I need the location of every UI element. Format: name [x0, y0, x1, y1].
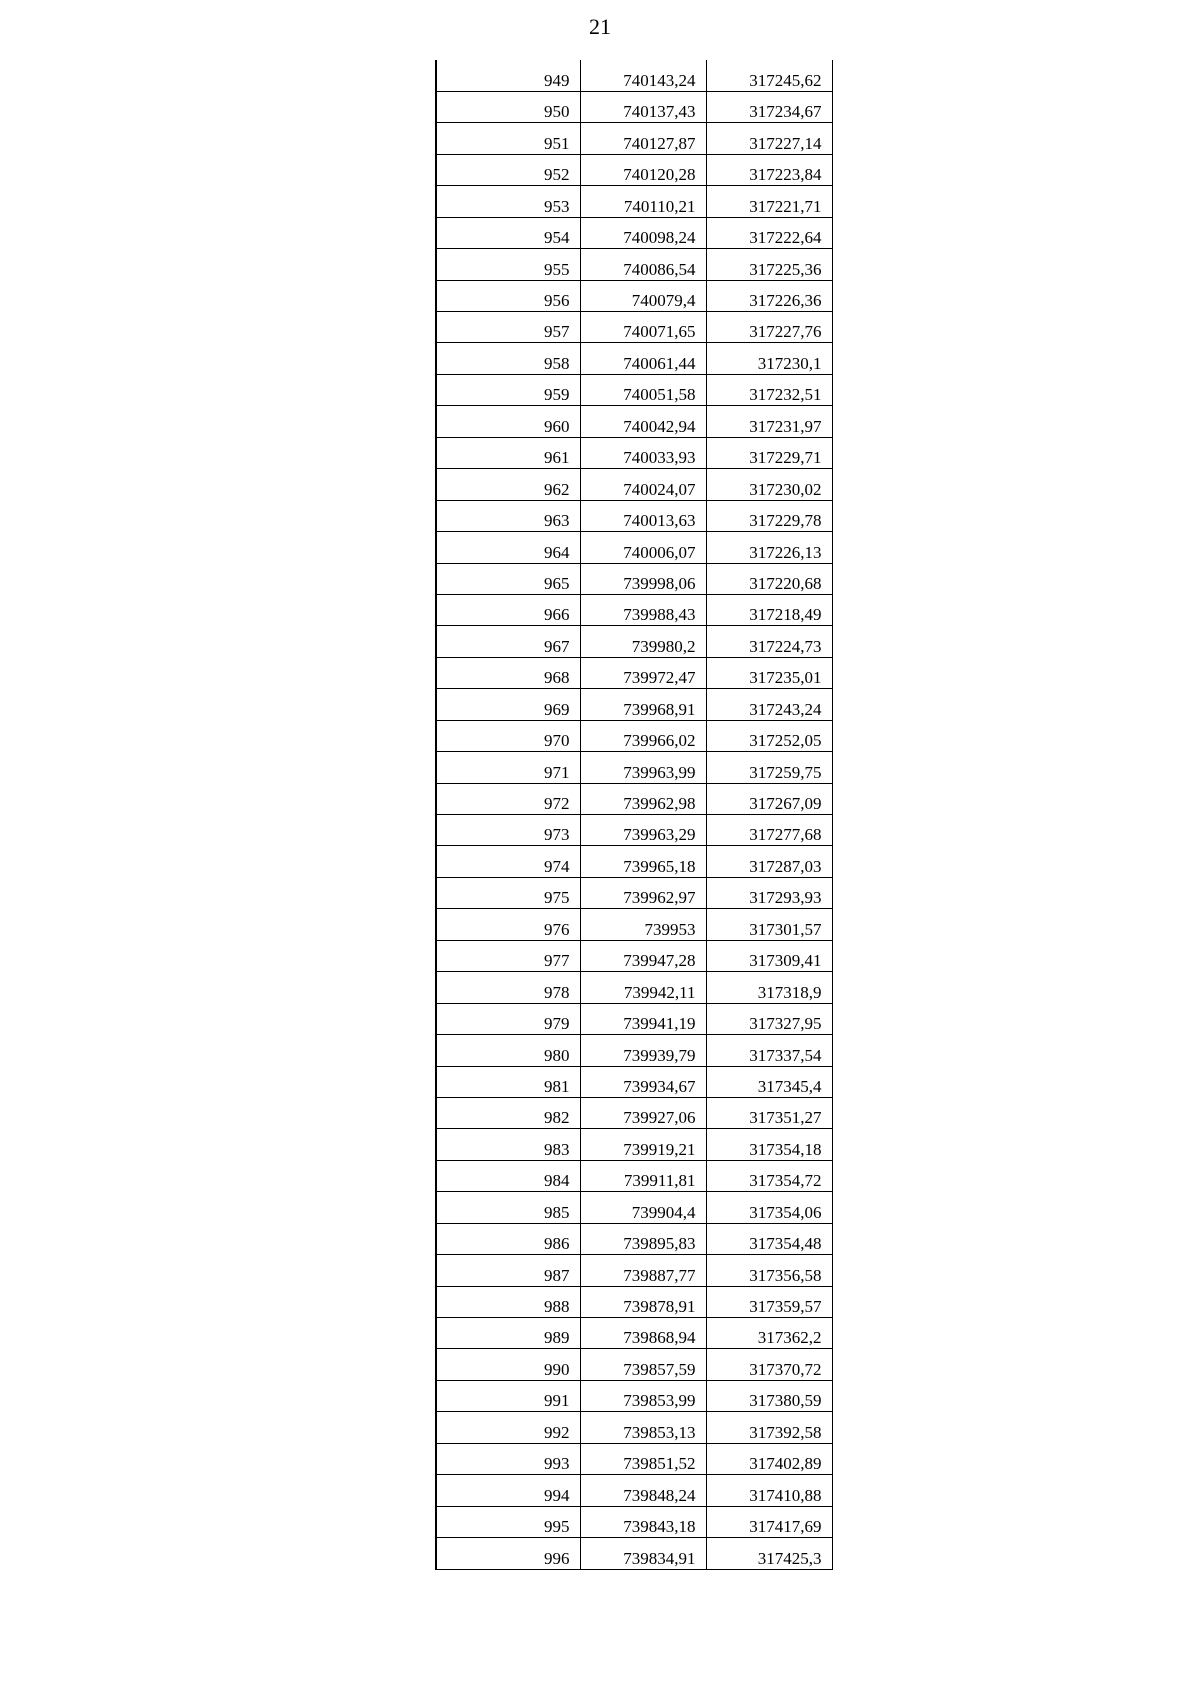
- x-coordinate-cell: 739968,91: [580, 689, 706, 720]
- y-coordinate-cell: 317267,09: [706, 783, 832, 814]
- x-coordinate-cell: 739868,94: [580, 1318, 706, 1349]
- point-number-cell: 983: [436, 1129, 580, 1160]
- y-coordinate-cell: 317230,1: [706, 343, 832, 374]
- x-coordinate-cell: 740086,54: [580, 249, 706, 280]
- point-number-cell: 957: [436, 312, 580, 343]
- point-number-cell: 982: [436, 1097, 580, 1128]
- table-row: [436, 312, 832, 343]
- point-number-cell: 993: [436, 1443, 580, 1474]
- x-coordinate-cell: 739887,77: [580, 1255, 706, 1286]
- table-row: [436, 1286, 832, 1317]
- x-coordinate-cell: 739963,99: [580, 752, 706, 783]
- point-number-cell: 990: [436, 1349, 580, 1380]
- table-row: [436, 689, 832, 720]
- x-coordinate-cell: 739953: [580, 909, 706, 940]
- x-coordinate-cell: 739947,28: [580, 940, 706, 971]
- x-coordinate-cell: 739962,97: [580, 877, 706, 908]
- point-number-cell: 964: [436, 532, 580, 563]
- y-coordinate-cell: 317293,93: [706, 877, 832, 908]
- point-number-cell: 961: [436, 437, 580, 468]
- point-number-cell: 949: [436, 60, 580, 91]
- point-number-cell: 954: [436, 217, 580, 248]
- y-coordinate-cell: 317229,78: [706, 500, 832, 531]
- x-coordinate-cell: 739848,24: [580, 1475, 706, 1506]
- x-coordinate-cell: 740061,44: [580, 343, 706, 374]
- table-row: [436, 1412, 832, 1443]
- x-coordinate-cell: 740127,87: [580, 123, 706, 154]
- table-row: [436, 594, 832, 625]
- table-row: [436, 91, 832, 122]
- point-number-cell: 962: [436, 469, 580, 500]
- x-coordinate-cell: 740051,58: [580, 374, 706, 405]
- table-row: [436, 123, 832, 154]
- y-coordinate-cell: 317227,14: [706, 123, 832, 154]
- x-coordinate-cell: 739939,79: [580, 1035, 706, 1066]
- point-number-cell: 995: [436, 1506, 580, 1537]
- point-number-cell: 972: [436, 783, 580, 814]
- x-coordinate-cell: 740098,24: [580, 217, 706, 248]
- table-row: [436, 815, 832, 846]
- table-row: [436, 1318, 832, 1349]
- y-coordinate-cell: 317225,36: [706, 249, 832, 280]
- y-coordinate-cell: 317231,97: [706, 406, 832, 437]
- x-coordinate-cell: 740024,07: [580, 469, 706, 500]
- table-row: [436, 909, 832, 940]
- point-number-cell: 989: [436, 1318, 580, 1349]
- table-row: [436, 563, 832, 594]
- table-row: [436, 1506, 832, 1537]
- coordinate-table-body: [436, 60, 832, 1569]
- table-row: [436, 469, 832, 500]
- point-number-cell: 965: [436, 563, 580, 594]
- x-coordinate-cell: 740120,28: [580, 154, 706, 185]
- table-row: [436, 500, 832, 531]
- y-coordinate-cell: 317370,72: [706, 1349, 832, 1380]
- x-coordinate-cell: 739941,19: [580, 1003, 706, 1034]
- y-coordinate-cell: 317218,49: [706, 594, 832, 625]
- y-coordinate-cell: 317356,58: [706, 1255, 832, 1286]
- x-coordinate-cell: 739963,29: [580, 815, 706, 846]
- y-coordinate-cell: 317220,68: [706, 563, 832, 594]
- y-coordinate-cell: 317230,02: [706, 469, 832, 500]
- y-coordinate-cell: 317234,67: [706, 91, 832, 122]
- y-coordinate-cell: 317223,84: [706, 154, 832, 185]
- x-coordinate-cell: 739966,02: [580, 720, 706, 751]
- table-row: [436, 846, 832, 877]
- point-number-cell: 992: [436, 1412, 580, 1443]
- x-coordinate-cell: 740071,65: [580, 312, 706, 343]
- point-number-cell: 978: [436, 972, 580, 1003]
- y-coordinate-cell: 317351,27: [706, 1097, 832, 1128]
- table-row: [436, 1097, 832, 1128]
- point-number-cell: 981: [436, 1066, 580, 1097]
- x-coordinate-cell: 740079,4: [580, 280, 706, 311]
- table-row: [436, 1349, 832, 1380]
- point-number-cell: 973: [436, 815, 580, 846]
- x-coordinate-cell: 739942,11: [580, 972, 706, 1003]
- y-coordinate-cell: 317259,75: [706, 752, 832, 783]
- point-number-cell: 971: [436, 752, 580, 783]
- point-number-cell: 991: [436, 1380, 580, 1411]
- y-coordinate-cell: 317227,76: [706, 312, 832, 343]
- x-coordinate-cell: 740042,94: [580, 406, 706, 437]
- y-coordinate-cell: 317226,13: [706, 532, 832, 563]
- y-coordinate-cell: 317410,88: [706, 1475, 832, 1506]
- y-coordinate-cell: 317354,72: [706, 1160, 832, 1191]
- x-coordinate-cell: 740137,43: [580, 91, 706, 122]
- y-coordinate-cell: 317327,95: [706, 1003, 832, 1034]
- table-row: [436, 154, 832, 185]
- y-coordinate-cell: 317309,41: [706, 940, 832, 971]
- x-coordinate-cell: 740143,24: [580, 60, 706, 91]
- x-coordinate-cell: 739895,83: [580, 1223, 706, 1254]
- y-coordinate-cell: 317402,89: [706, 1443, 832, 1474]
- x-coordinate-cell: 739857,59: [580, 1349, 706, 1380]
- table-row: [436, 249, 832, 280]
- y-coordinate-cell: 317243,24: [706, 689, 832, 720]
- x-coordinate-cell: 739911,81: [580, 1160, 706, 1191]
- table-row: [436, 1003, 832, 1034]
- point-number-cell: 955: [436, 249, 580, 280]
- table-row: [436, 60, 832, 91]
- y-coordinate-cell: 317354,06: [706, 1192, 832, 1223]
- point-number-cell: 988: [436, 1286, 580, 1317]
- table-row: [436, 437, 832, 468]
- table-row: [436, 1255, 832, 1286]
- point-number-cell: 996: [436, 1538, 580, 1569]
- table-row: [436, 406, 832, 437]
- table-row: [436, 877, 832, 908]
- y-coordinate-cell: 317252,05: [706, 720, 832, 751]
- point-number-cell: 958: [436, 343, 580, 374]
- x-coordinate-cell: 739904,4: [580, 1192, 706, 1223]
- x-coordinate-cell: 739853,13: [580, 1412, 706, 1443]
- table-row: [436, 1035, 832, 1066]
- y-coordinate-cell: 317287,03: [706, 846, 832, 877]
- table-row: [436, 626, 832, 657]
- y-coordinate-cell: 317245,62: [706, 60, 832, 91]
- y-coordinate-cell: 317277,68: [706, 815, 832, 846]
- point-number-cell: 986: [436, 1223, 580, 1254]
- y-coordinate-cell: 317380,59: [706, 1380, 832, 1411]
- point-number-cell: 968: [436, 657, 580, 688]
- point-number-cell: 952: [436, 154, 580, 185]
- y-coordinate-cell: 317221,71: [706, 186, 832, 217]
- point-number-cell: 953: [436, 186, 580, 217]
- x-coordinate-cell: 739934,67: [580, 1066, 706, 1097]
- x-coordinate-cell: 739851,52: [580, 1443, 706, 1474]
- x-coordinate-cell: 739962,98: [580, 783, 706, 814]
- point-number-cell: 950: [436, 91, 580, 122]
- y-coordinate-cell: 317425,3: [706, 1538, 832, 1569]
- y-coordinate-cell: 317226,36: [706, 280, 832, 311]
- table-row: [436, 1192, 832, 1223]
- y-coordinate-cell: 317345,4: [706, 1066, 832, 1097]
- coordinate-table: [435, 60, 833, 1570]
- point-number-cell: 974: [436, 846, 580, 877]
- table-row: [436, 657, 832, 688]
- point-number-cell: 980: [436, 1035, 580, 1066]
- x-coordinate-cell: 739965,18: [580, 846, 706, 877]
- table-row: [436, 972, 832, 1003]
- x-coordinate-cell: 739834,91: [580, 1538, 706, 1569]
- x-coordinate-cell: 739927,06: [580, 1097, 706, 1128]
- x-coordinate-cell: 739998,06: [580, 563, 706, 594]
- table-row: [436, 1475, 832, 1506]
- table-row: [436, 374, 832, 405]
- table-row: [436, 1066, 832, 1097]
- point-number-cell: 960: [436, 406, 580, 437]
- x-coordinate-cell: 740006,07: [580, 532, 706, 563]
- table-row: [436, 752, 832, 783]
- x-coordinate-cell: 739988,43: [580, 594, 706, 625]
- y-coordinate-cell: 317354,48: [706, 1223, 832, 1254]
- x-coordinate-cell: 740110,21: [580, 186, 706, 217]
- point-number-cell: 967: [436, 626, 580, 657]
- point-number-cell: 977: [436, 940, 580, 971]
- point-number-cell: 979: [436, 1003, 580, 1034]
- table-row: [436, 720, 832, 751]
- point-number-cell: 975: [436, 877, 580, 908]
- y-coordinate-cell: 317224,73: [706, 626, 832, 657]
- y-coordinate-cell: 317229,71: [706, 437, 832, 468]
- y-coordinate-cell: 317359,57: [706, 1286, 832, 1317]
- x-coordinate-cell: 739878,91: [580, 1286, 706, 1317]
- x-coordinate-cell: 740013,63: [580, 500, 706, 531]
- table-row: [436, 1538, 832, 1569]
- table-row: [436, 280, 832, 311]
- x-coordinate-cell: 740033,93: [580, 437, 706, 468]
- y-coordinate-cell: 317222,64: [706, 217, 832, 248]
- point-number-cell: 963: [436, 500, 580, 531]
- point-number-cell: 966: [436, 594, 580, 625]
- table-row: [436, 186, 832, 217]
- point-number-cell: 959: [436, 374, 580, 405]
- y-coordinate-cell: 317337,54: [706, 1035, 832, 1066]
- table-row: [436, 1380, 832, 1411]
- x-coordinate-cell: 739853,99: [580, 1380, 706, 1411]
- page-number: 21: [589, 14, 611, 39]
- table-row: [436, 940, 832, 971]
- y-coordinate-cell: 317354,18: [706, 1129, 832, 1160]
- x-coordinate-cell: 739980,2: [580, 626, 706, 657]
- y-coordinate-cell: 317232,51: [706, 374, 832, 405]
- y-coordinate-cell: 317362,2: [706, 1318, 832, 1349]
- point-number-cell: 969: [436, 689, 580, 720]
- y-coordinate-cell: 317318,9: [706, 972, 832, 1003]
- point-number-cell: 985: [436, 1192, 580, 1223]
- table-row: [436, 217, 832, 248]
- table-row: [436, 532, 832, 563]
- point-number-cell: 987: [436, 1255, 580, 1286]
- table-row: [436, 783, 832, 814]
- table-row: [436, 1160, 832, 1191]
- table-row: [436, 343, 832, 374]
- y-coordinate-cell: 317301,57: [706, 909, 832, 940]
- y-coordinate-cell: 317235,01: [706, 657, 832, 688]
- point-number-cell: 994: [436, 1475, 580, 1506]
- point-number-cell: 984: [436, 1160, 580, 1191]
- y-coordinate-cell: 317392,58: [706, 1412, 832, 1443]
- table-row: [436, 1223, 832, 1254]
- y-coordinate-cell: 317417,69: [706, 1506, 832, 1537]
- point-number-cell: 956: [436, 280, 580, 311]
- x-coordinate-cell: 739972,47: [580, 657, 706, 688]
- table-row: [436, 1443, 832, 1474]
- x-coordinate-cell: 739843,18: [580, 1506, 706, 1537]
- point-number-cell: 970: [436, 720, 580, 751]
- x-coordinate-cell: 739919,21: [580, 1129, 706, 1160]
- point-number-cell: 951: [436, 123, 580, 154]
- point-number-cell: 976: [436, 909, 580, 940]
- table-row: [436, 1129, 832, 1160]
